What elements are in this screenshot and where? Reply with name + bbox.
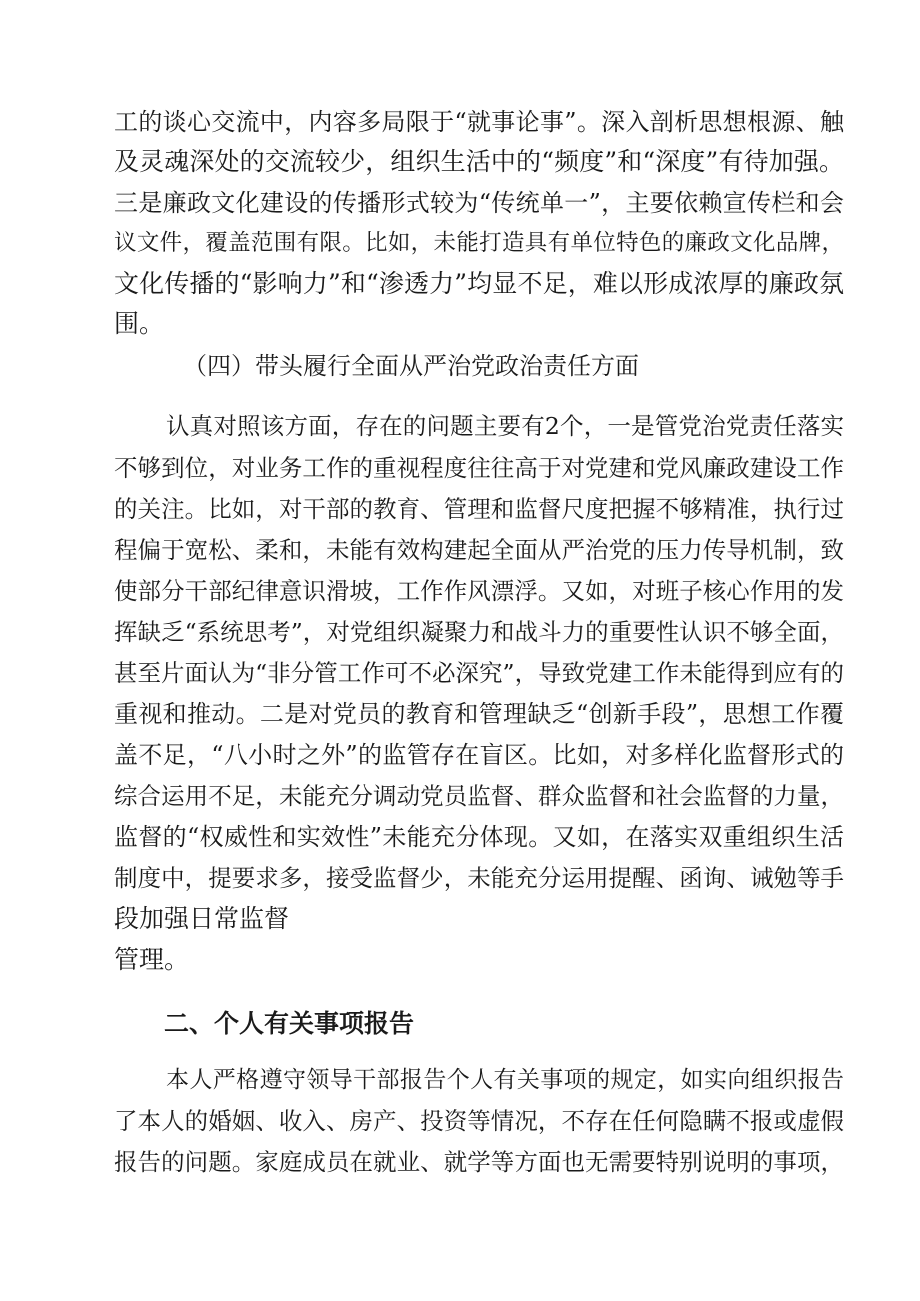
body-line: 使部分干部纪律意识滑坡，工作作风漂浮。又如，对班子核心作用的发	[114, 577, 844, 605]
body-line: 文化传播的“影响力”和“渗透力”均显不足，难以形成浓厚的廉政氛	[114, 269, 844, 298]
body-line: 段加强日常监督	[114, 904, 290, 933]
section-heading-two: 二、个人有关事项报告	[164, 1009, 415, 1038]
body-line: 挥缺乏“系统思考”，对党组织凝聚力和战斗力的重要性认识不够全面，	[114, 618, 844, 646]
body-line: 的关注。比如，对干部的教育、管理和监督尺度把握不够精准，执行过	[114, 495, 844, 523]
body-line: 管理。	[114, 945, 190, 974]
body-line: 三是廉政文化建设的传播形式较为“传统单一”，主要依赖宣传栏和会	[114, 189, 844, 217]
body-line: 综合运用不足，未能充分调动党员监督、群众监督和社会监督的力量，	[114, 782, 844, 810]
body-line: 议文件，覆盖范围有限。比如，未能打造具有单位特色的廉政文化品牌，	[114, 230, 844, 256]
body-line: 监督的“权威性和实效性”未能充分体现。又如，在落实双重组织生活	[114, 823, 844, 851]
body-line: 重视和推动。二是对党员的教育和管理缺乏“创新手段”，思想工作覆	[114, 700, 844, 728]
body-line: 制度中，提要求多，接受监督少，未能充分运用提醒、函询、诫勉等手	[114, 864, 844, 892]
body-line: 不够到位，对业务工作的重视程度往往高于对党建和党风廉政建设工作	[114, 454, 844, 482]
body-line: 认真对照该方面，存在的问题主要有2个，一是管党治党责任落实	[166, 412, 844, 440]
body-line: 本人严格遵守领导干部报告个人有关事项的规定，如实向组织报告	[166, 1067, 844, 1093]
body-line: 了本人的婚姻、收入、房产、投资等情况，不存在任何隐瞒不报或虚假	[114, 1107, 844, 1135]
body-line: 盖不足，“八小时之外”的监管存在盲区。比如，对多样化监督形式的	[114, 741, 844, 769]
subheading-four: （四）带头履行全面从严治党政治责任方面	[183, 352, 639, 380]
body-line: 程偏于宽松、柔和，未能有效构建起全面从严治党的压力传导机制，致	[114, 536, 844, 564]
body-line: 报告的问题。家庭成员在就业、就学等方面也无需要特别说明的事项，	[114, 1148, 844, 1176]
body-line: 及灵魂深处的交流较少，组织生活中的“频度”和“深度”有待加强。	[114, 147, 844, 176]
body-line: 甚至片面认为“非分管工作可不必深究”，导致党建工作未能得到应有的	[114, 659, 844, 687]
body-line: 工的谈心交流中，内容多局限于“就事论事”。深入剖析思想根源、触	[114, 108, 844, 136]
body-line: 围。	[114, 309, 165, 338]
